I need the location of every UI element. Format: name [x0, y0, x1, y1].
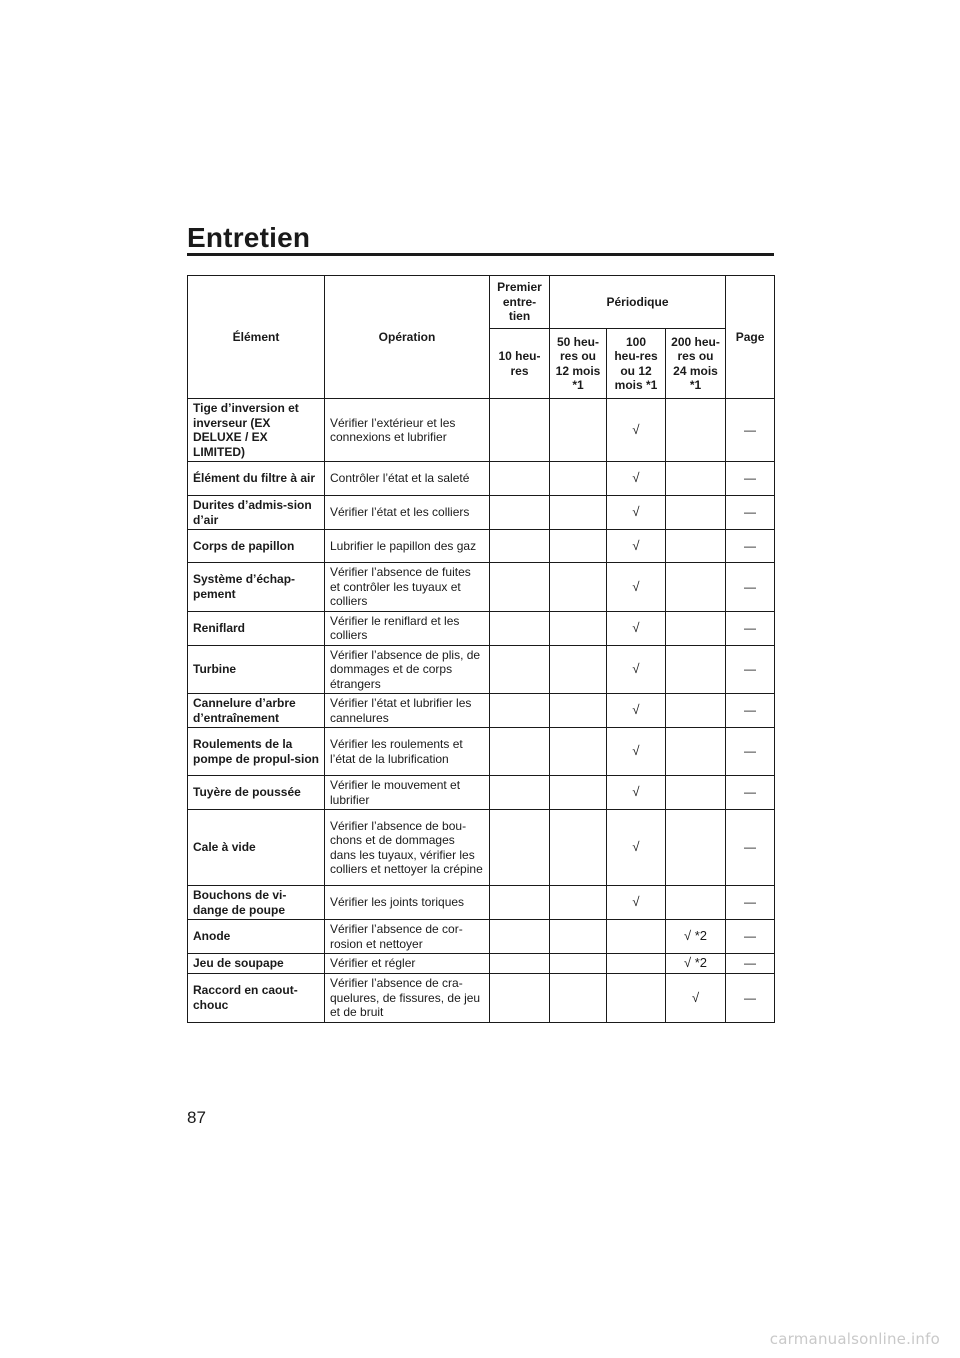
cell-200h: √ *2	[666, 954, 726, 974]
cell-operation: Vérifier et régler	[325, 954, 490, 974]
watermark: carmanualsonline.info	[769, 1330, 940, 1348]
cell-200h	[666, 496, 726, 530]
cell-element: Élément du filtre à air	[188, 462, 325, 496]
cell-10h	[490, 974, 550, 1023]
cell-page: —	[726, 728, 775, 776]
cell-200h	[666, 810, 726, 886]
cell-200h	[666, 563, 726, 612]
cell-200h	[666, 728, 726, 776]
cell-50h	[550, 530, 607, 563]
cell-page: —	[726, 886, 775, 920]
table-row	[188, 530, 775, 563]
cell-operation: Vérifier le reniflard et les colliers	[325, 611, 490, 645]
cell-element: Turbine	[188, 645, 325, 694]
cell-page: —	[726, 810, 775, 886]
cell-200h	[666, 611, 726, 645]
header-periodique: Périodique	[550, 276, 726, 329]
header-operation: Opération	[325, 276, 490, 399]
table-row	[188, 399, 775, 462]
cell-200h	[666, 462, 726, 496]
cell-operation: Vérifier l’état et lubrifier les cannelures	[325, 694, 490, 728]
cell-50h	[550, 611, 607, 645]
cell-page: —	[726, 776, 775, 810]
cell-200h: √ *2	[666, 920, 726, 954]
cell-element: Roulements de la pompe de propul-sion	[188, 728, 325, 776]
cell-operation: Vérifier l’absence de cor-rosion et nettoyer	[325, 920, 490, 954]
cell-50h	[550, 920, 607, 954]
cell-element: Tige d’inversion et inverseur (EX DELUXE / EX LIMITED)	[188, 399, 325, 462]
cell-operation: Vérifier les roulements et l’état de la lubrification	[325, 728, 490, 776]
page-number: 87	[187, 1108, 206, 1127]
cell-50h	[550, 954, 607, 974]
cell-operation: Vérifier l’absence de cra-quelures, de fissures, de jeu et de bruit	[325, 974, 490, 1023]
cell-100h: √	[607, 496, 666, 530]
cell-200h	[666, 776, 726, 810]
cell-100h: √	[607, 645, 666, 694]
table-row	[188, 728, 775, 776]
cell-10h	[490, 611, 550, 645]
cell-page: —	[726, 954, 775, 974]
cell-element: Corps de papillon	[188, 530, 325, 563]
maintenance-table	[187, 275, 775, 1023]
cell-50h	[550, 810, 607, 886]
cell-10h	[490, 810, 550, 886]
cell-10h	[490, 776, 550, 810]
cell-50h	[550, 496, 607, 530]
cell-element: Jeu de soupape	[188, 954, 325, 974]
cell-10h	[490, 886, 550, 920]
cell-10h	[490, 954, 550, 974]
cell-page: —	[726, 611, 775, 645]
cell-page: —	[726, 563, 775, 612]
table-row	[188, 974, 775, 1023]
table-row	[188, 776, 775, 810]
cell-operation: Lubrifier le papillon des gaz	[325, 530, 490, 563]
cell-page: —	[726, 399, 775, 462]
cell-page: —	[726, 496, 775, 530]
cell-100h: √	[607, 462, 666, 496]
cell-10h	[490, 530, 550, 563]
table-row	[188, 563, 775, 612]
cell-element: Bouchons de vi-dange de poupe	[188, 886, 325, 920]
cell-50h	[550, 462, 607, 496]
cell-100h: √	[607, 530, 666, 563]
cell-element: Tuyère de poussée	[188, 776, 325, 810]
cell-200h	[666, 886, 726, 920]
cell-10h	[490, 496, 550, 530]
cell-operation: Vérifier l’absence de fuites et contrôler les tuyaux et colliers	[325, 563, 490, 612]
cell-50h	[550, 399, 607, 462]
cell-page: —	[726, 974, 775, 1023]
cell-element: Raccord en caout-chouc	[188, 974, 325, 1023]
cell-50h	[550, 728, 607, 776]
header-100h: 100 heu-res ou 12 mois *1	[607, 329, 666, 399]
cell-200h	[666, 530, 726, 563]
cell-page: —	[726, 920, 775, 954]
cell-operation: Vérifier le mouvement et lubrifier	[325, 776, 490, 810]
cell-100h: √	[607, 776, 666, 810]
cell-100h: √	[607, 611, 666, 645]
cell-100h: √	[607, 728, 666, 776]
cell-element: Reniflard	[188, 611, 325, 645]
cell-10h	[490, 399, 550, 462]
table-row	[188, 611, 775, 645]
cell-100h	[607, 954, 666, 974]
cell-page: —	[726, 645, 775, 694]
cell-200h: √	[666, 974, 726, 1023]
header-50h: 50 heu-res ou 12 mois *1	[550, 329, 607, 399]
cell-50h	[550, 776, 607, 810]
title-rule	[187, 253, 774, 256]
cell-50h	[550, 974, 607, 1023]
table-row	[188, 496, 775, 530]
cell-operation: Vérifier l’extérieur et les connexions et lubrifier	[325, 399, 490, 462]
table-row	[188, 694, 775, 728]
cell-page: —	[726, 694, 775, 728]
cell-element: Cale à vide	[188, 810, 325, 886]
cell-50h	[550, 886, 607, 920]
cell-200h	[666, 645, 726, 694]
cell-10h	[490, 462, 550, 496]
header-row-1	[188, 276, 775, 329]
cell-10h	[490, 728, 550, 776]
header-element: Élément	[188, 276, 325, 399]
cell-50h	[550, 645, 607, 694]
cell-10h	[490, 645, 550, 694]
cell-100h	[607, 920, 666, 954]
table-row	[188, 954, 775, 974]
cell-10h	[490, 920, 550, 954]
cell-50h	[550, 694, 607, 728]
cell-element: Anode	[188, 920, 325, 954]
cell-200h	[666, 694, 726, 728]
cell-200h	[666, 399, 726, 462]
cell-operation: Vérifier l’absence de plis, de dommages et de corps étrangers	[325, 645, 490, 694]
cell-page: —	[726, 530, 775, 563]
cell-operation: Vérifier l’absence de bou-chons et de dommages dans les tuyaux, vérifier les colliers et nettoyer la crépine	[325, 810, 490, 886]
cell-operation: Vérifier les joints toriques	[325, 886, 490, 920]
table-row	[188, 810, 775, 886]
header-200h: 200 heu-res ou 24 mois *1	[666, 329, 726, 399]
cell-100h: √	[607, 694, 666, 728]
cell-100h: √	[607, 563, 666, 612]
header-premier-entretien: Premier entre-tien	[490, 276, 550, 329]
header-10h: 10 heu-res	[490, 329, 550, 399]
header-page: Page	[726, 276, 775, 399]
cell-10h	[490, 694, 550, 728]
cell-100h	[607, 974, 666, 1023]
cell-100h: √	[607, 399, 666, 462]
table-row	[188, 920, 775, 954]
cell-operation: Vérifier l’état et les colliers	[325, 496, 490, 530]
table-row	[188, 645, 775, 694]
cell-100h: √	[607, 886, 666, 920]
table-row	[188, 886, 775, 920]
cell-element: Système d’échap-pement	[188, 563, 325, 612]
cell-100h: √	[607, 810, 666, 886]
cell-element: Cannelure d’arbre d’entraînement	[188, 694, 325, 728]
cell-element: Durites d’admis-sion d’air	[188, 496, 325, 530]
table-row	[188, 462, 775, 496]
cell-operation: Contrôler l’état et la saleté	[325, 462, 490, 496]
cell-10h	[490, 563, 550, 612]
cell-50h	[550, 563, 607, 612]
cell-page: —	[726, 462, 775, 496]
page-title: Entretien	[187, 222, 311, 253]
